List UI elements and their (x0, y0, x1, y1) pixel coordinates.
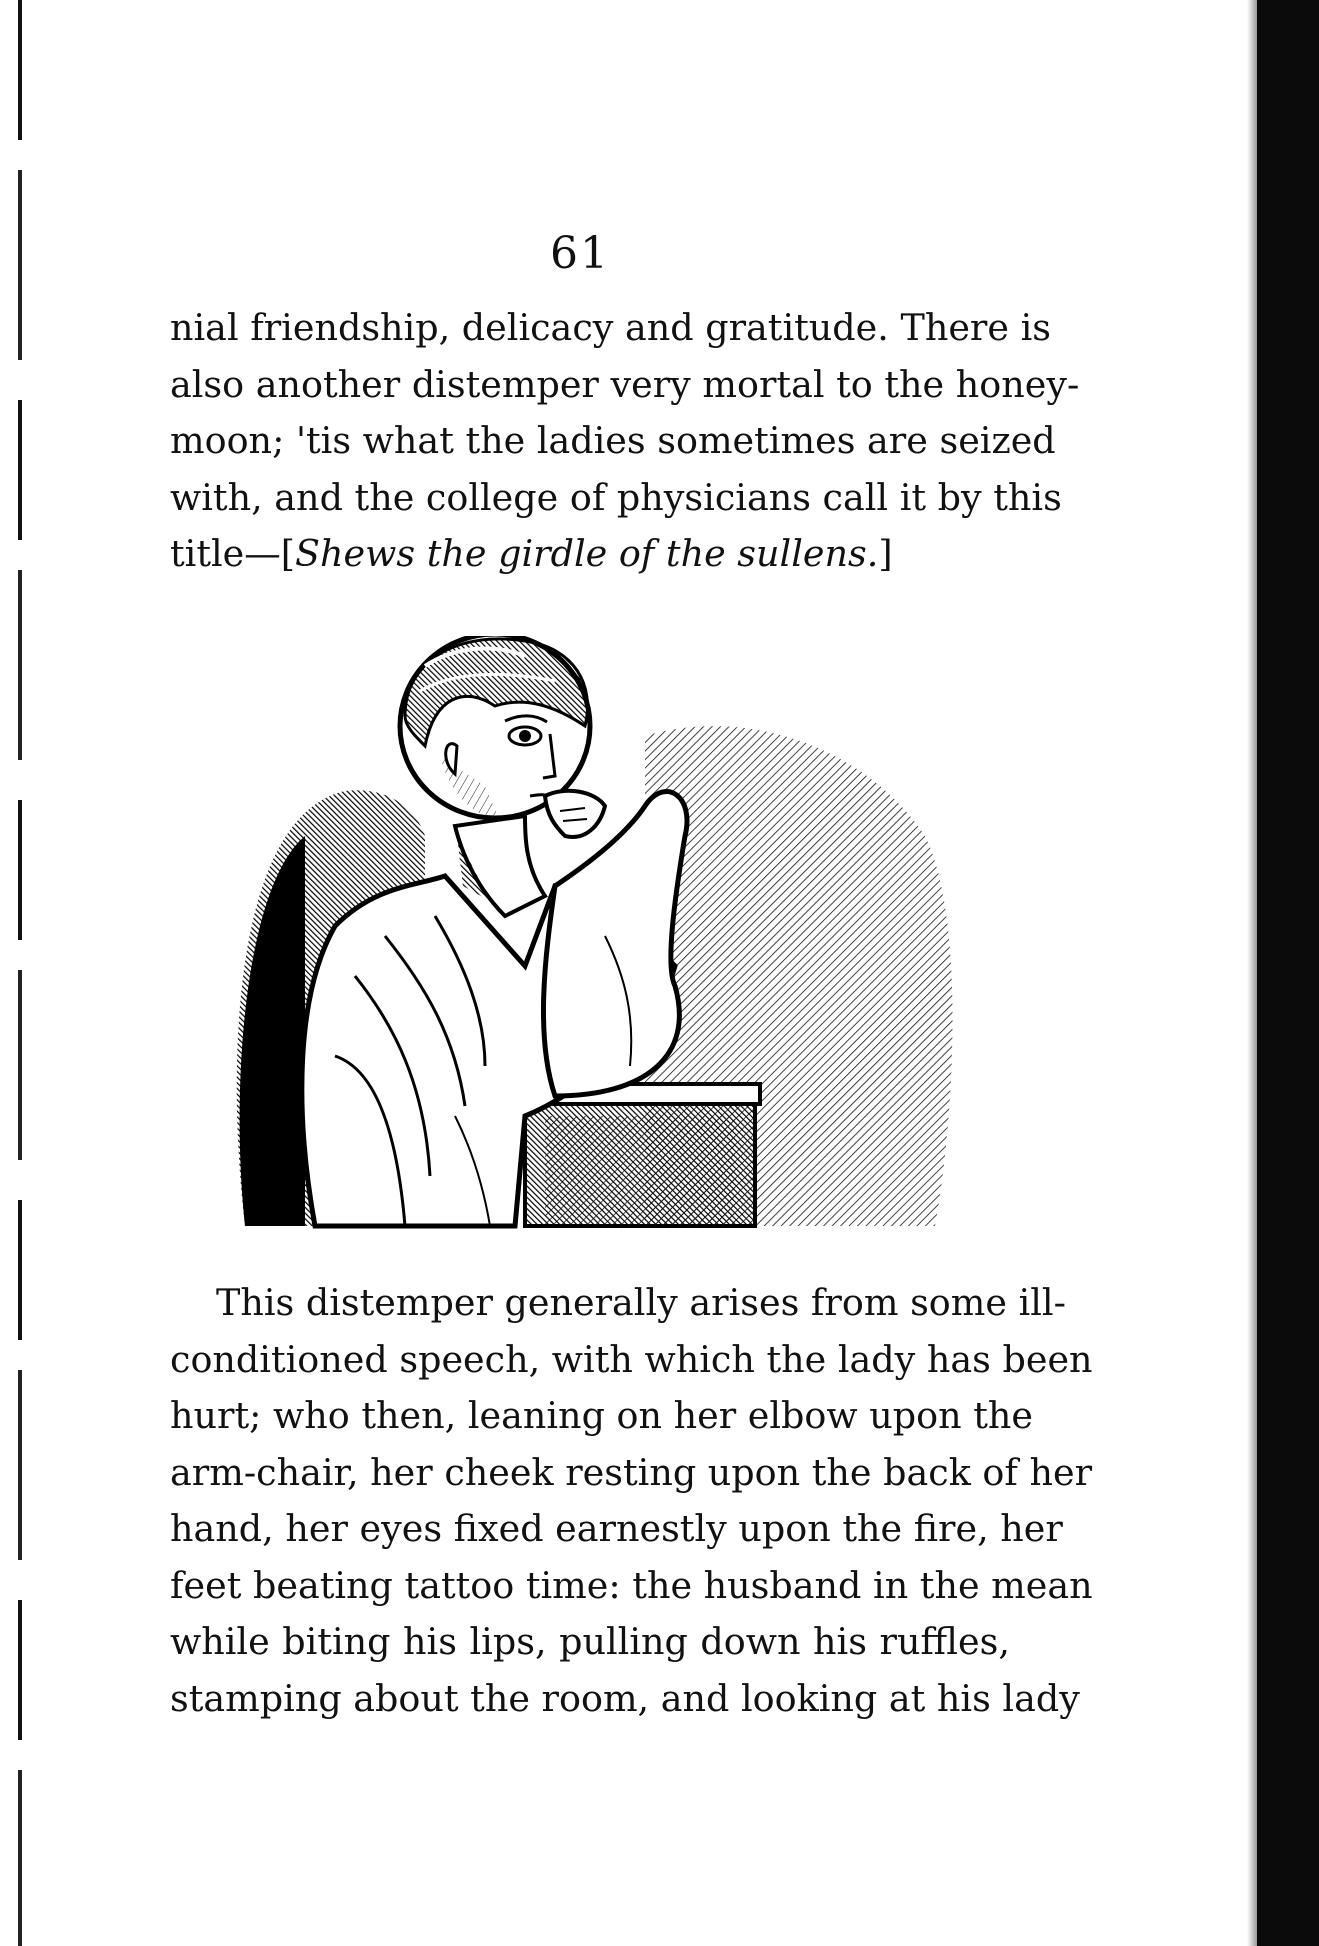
page-right-edge-shadow (1257, 0, 1319, 1946)
text-line: also another distemper very mortal to the honey- (170, 362, 1080, 406)
engraving-woman-sulking-icon (225, 636, 955, 1231)
stage-direction: Shews the girdle of the sullens. (295, 532, 879, 575)
bottom-paragraph (170, 1275, 1093, 1727)
title-lead: title—[ (170, 532, 296, 575)
page-number: 61 (550, 228, 610, 279)
text-line: while biting his lips, pulling down his ruffles, (170, 1620, 1010, 1663)
text-line: hand, her eyes fixed earnestly upon the fire, her (170, 1507, 1063, 1550)
text-line (170, 526, 1010, 583)
text-line: hurt; who then, leaning on her elbow upon the (170, 1394, 1033, 1437)
text-line: moon; 'tis what the ladies sometimes are seized (170, 419, 1056, 462)
text-line: feet beating tattoo time: the husband in the mean (170, 1563, 1093, 1607)
illustration (225, 636, 955, 1231)
top-paragraph (170, 300, 1080, 583)
page-right-edge-fade (1247, 0, 1257, 1946)
title-tail: ] (878, 532, 893, 575)
page-left-edge-shadow (18, 0, 22, 1946)
text-line: with, and the college of physicians call it by this (170, 475, 1062, 519)
text-line: stamping about the room, and looking at his lady (170, 1676, 1080, 1720)
text-line: nial friendship, delicacy and gratitude. There is (170, 306, 1051, 349)
text-line: arm-chair, her cheek resting upon the back of her (170, 1450, 1093, 1494)
text-line: This distemper generally arises from some ill- (216, 1281, 1066, 1324)
text-line: conditioned speech, with which the lady has been (170, 1337, 1093, 1381)
